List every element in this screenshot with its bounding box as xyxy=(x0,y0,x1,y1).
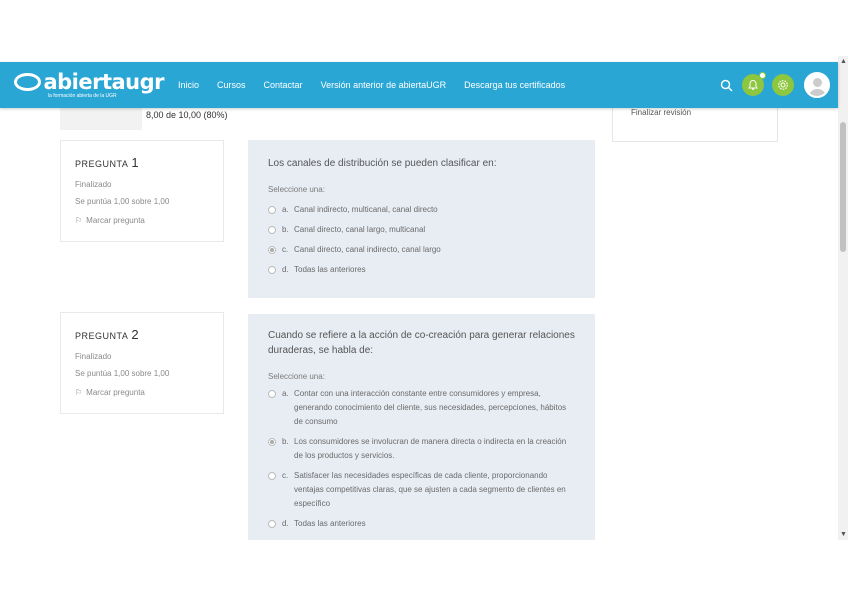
nav-link-certificados[interactable]: Descarga tus certificados xyxy=(464,80,566,90)
scrollbar-thumb[interactable] xyxy=(840,122,846,252)
select-prompt: Seleccione una: xyxy=(268,185,325,194)
site-logo[interactable] xyxy=(14,69,164,99)
flag-icon: ⚐ xyxy=(75,216,83,225)
flag-question-button[interactable] xyxy=(75,388,209,397)
question-title xyxy=(75,155,209,170)
nav-actions xyxy=(718,72,830,98)
answer-letter: c. xyxy=(282,245,289,254)
question-label: PREGUNTA xyxy=(75,159,129,169)
nav-link-inicio[interactable]: Inicio xyxy=(178,80,200,90)
search-button[interactable] xyxy=(718,74,734,96)
answer-radio[interactable] xyxy=(268,226,276,234)
answer-text: Canal indirecto, multicanal, canal directo xyxy=(294,205,438,214)
question-content-2 xyxy=(248,314,595,540)
user-avatar[interactable] xyxy=(804,72,830,98)
nav-link-version-anterior[interactable]: Versión anterior de abiertaUGR xyxy=(320,80,447,90)
flag-question-button[interactable] xyxy=(75,216,209,225)
scroll-down-arrow-icon[interactable]: ▼ xyxy=(840,531,847,538)
answer-option[interactable] xyxy=(268,243,575,257)
answer-radio-selected[interactable] xyxy=(268,438,276,446)
nav-link-cursos[interactable]: Cursos xyxy=(217,80,246,90)
flag-question-label: Marcar pregunta xyxy=(86,388,145,397)
answer-text: Canal directo, canal largo, multicanal xyxy=(294,225,426,234)
grade-value: 8,00 de 10,00 (80%) xyxy=(146,110,228,120)
answer-radio[interactable] xyxy=(268,206,276,214)
answer-option[interactable] xyxy=(268,203,575,217)
question-number: 1 xyxy=(131,155,140,170)
avatar-body xyxy=(809,89,826,98)
gear-icon xyxy=(777,79,789,91)
answer-radio[interactable] xyxy=(268,472,276,480)
notifications-button[interactable] xyxy=(742,74,764,96)
answer-option[interactable] xyxy=(268,517,575,531)
question-state: Finalizado xyxy=(75,352,112,361)
answer-text: Satisfacer las necesidades específicas de cada cliente, proporcionando ventajas competitivas claras, que se ajusten a cada segmento de clientes en específico xyxy=(294,471,566,508)
top-navbar xyxy=(0,62,838,108)
scroll-up-arrow-icon[interactable]: ▲ xyxy=(840,58,847,65)
question-info-1 xyxy=(60,140,224,242)
answer-text: Los consumidores se involucran de manera directa o indirecta en la creación de los productos y servicios. xyxy=(294,437,567,460)
answer-letter: a. xyxy=(282,205,289,214)
question-title xyxy=(75,327,209,342)
question-state: Finalizado xyxy=(75,180,112,189)
answer-radio-selected[interactable] xyxy=(268,246,276,254)
notifications-icon xyxy=(747,79,759,91)
flag-question-label: Marcar pregunta xyxy=(86,216,145,225)
question-score: Se puntúa 1,00 sobre 1,00 xyxy=(75,197,170,206)
avatar-head xyxy=(813,78,822,87)
answer-text: Canal directo, canal indirecto, canal largo xyxy=(294,245,441,254)
answer-letter: a. xyxy=(282,389,289,398)
answer-option[interactable] xyxy=(268,435,575,463)
settings-button[interactable] xyxy=(772,74,794,96)
answer-letter: b. xyxy=(282,225,289,234)
finish-review-link[interactable]: Finalizar revisión xyxy=(631,108,692,117)
page-scrollbar[interactable] xyxy=(838,56,848,540)
answer-radio[interactable] xyxy=(268,266,276,274)
notification-dot xyxy=(759,72,766,79)
answer-text: Contar con una interacción constante entre consumidores y empresa, generando conocimiento del cliente, sus necesidades, percepciones, hábitos de consumo xyxy=(294,389,567,426)
answer-text: Todas las anteriores xyxy=(294,519,366,528)
answer-letter: b. xyxy=(282,437,289,446)
search-icon xyxy=(720,79,733,92)
answer-text: Todas las anteriores xyxy=(294,265,366,274)
answer-list xyxy=(268,387,575,531)
answer-radio[interactable] xyxy=(268,520,276,528)
logo-tagline: la formación abierta de la UGR xyxy=(48,92,117,99)
question-content-1 xyxy=(248,140,595,298)
answer-option[interactable] xyxy=(268,469,575,511)
answer-letter: c. xyxy=(282,471,289,480)
question-text: Cuando se refiere a la acción de co-creación para generar relaciones duraderas, se habla de: xyxy=(268,330,575,356)
logo-orbit-icon xyxy=(14,73,41,91)
answer-option[interactable] xyxy=(268,223,575,237)
answer-list xyxy=(268,203,575,277)
question-number: 2 xyxy=(131,327,140,342)
nav-link-contactar[interactable]: Contactar xyxy=(263,80,303,90)
question-text: Los canales de distribución se pueden clasificar en: xyxy=(268,158,497,169)
nav-links xyxy=(178,80,583,90)
answer-letter: d. xyxy=(282,519,289,528)
question-info-2 xyxy=(60,312,224,414)
answer-option[interactable] xyxy=(268,387,575,429)
page-content xyxy=(0,100,838,540)
logo-text: abiertaugr xyxy=(43,69,164,94)
flag-icon: ⚐ xyxy=(75,388,83,397)
answer-letter: d. xyxy=(282,265,289,274)
select-prompt: Seleccione una: xyxy=(268,372,325,381)
question-label: PREGUNTA xyxy=(75,331,129,341)
answer-radio[interactable] xyxy=(268,390,276,398)
answer-option[interactable] xyxy=(268,263,575,277)
question-score: Se puntúa 1,00 sobre 1,00 xyxy=(75,369,170,378)
